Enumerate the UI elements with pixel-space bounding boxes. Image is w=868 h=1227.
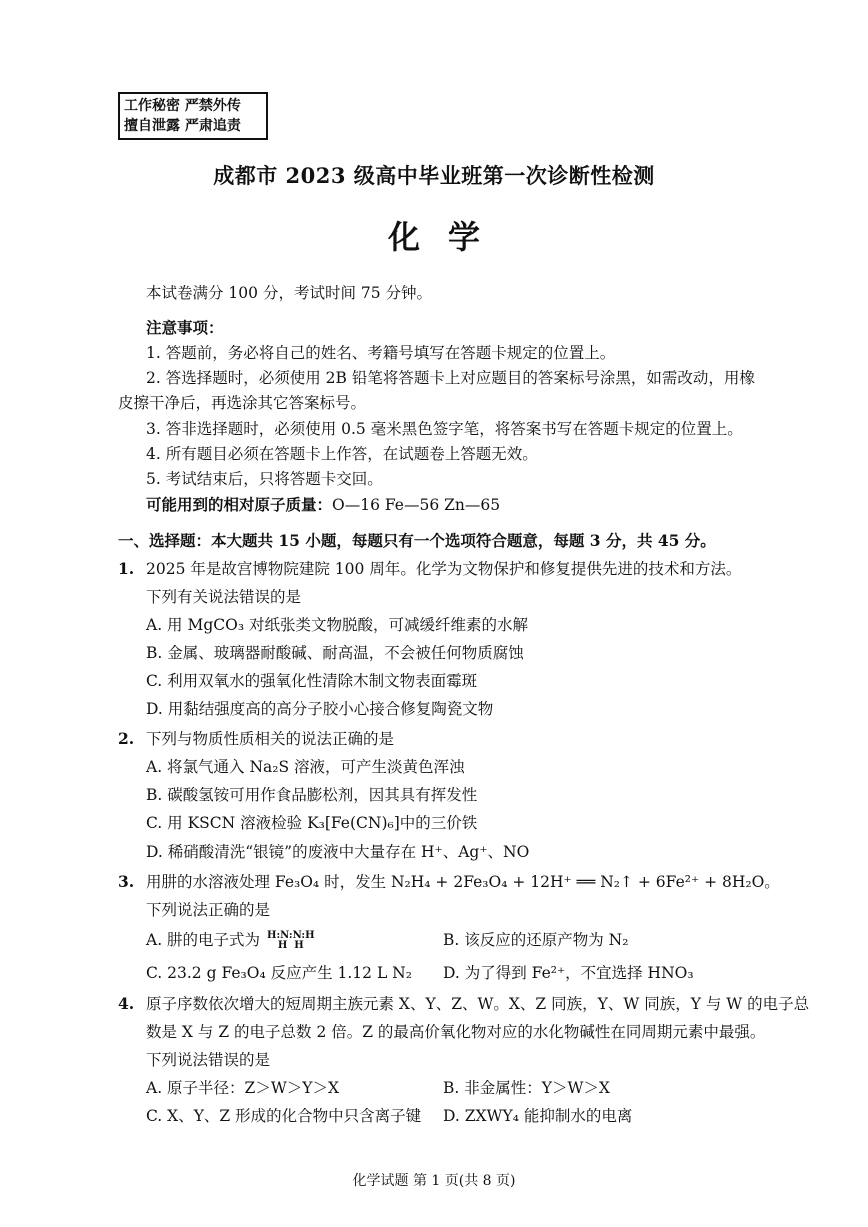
notice-item-3: 3. 答非选择题时，必须使用 0.5 毫米黑色签字笔，将答案书写在答题卡规定的位置上。 bbox=[146, 420, 743, 438]
q1-stem-1: 2025 年是故宫博物院建院 100 周年。化学为文物保护和修复提供先进的技术和方法。 bbox=[146, 560, 742, 578]
q4-stem-2: 数是 X 与 Z 的电子总数 2 倍。Z 的最高价氧化物对应的水化物碱性在同周期元素中最强。 bbox=[146, 1023, 766, 1041]
atomic-mass-values: O—16 Fe—56 Zn—65 bbox=[332, 496, 501, 514]
q2-option-a: A. 将氯气通入 Na₂S 溶液，可产生淡黄色浑浊 bbox=[146, 758, 465, 776]
q2-number: 2. bbox=[118, 729, 135, 748]
notice-item-2-cont: 皮擦干净后，再选涂其它答案标号。 bbox=[118, 394, 367, 412]
atomic-mass-label: 可能用到的相对原子质量： bbox=[146, 495, 333, 514]
atomic-mass-line bbox=[146, 495, 500, 515]
subject-title: 化学 bbox=[387, 218, 508, 256]
electron-formula-bottom: H H bbox=[277, 940, 304, 951]
q4-number: 4. bbox=[118, 994, 135, 1013]
q3-option-b: B. 该反应的还原产物为 N₂ bbox=[443, 931, 629, 949]
q1-option-d: D. 用黏结强度高的高分子胶小心接合修复陶瓷文物 bbox=[146, 700, 494, 718]
q4-stem-3: 下列说法错误的是 bbox=[146, 1051, 271, 1069]
q3-stem-1: 用肼的水溶液处理 Fe₃O₄ 时，发生 N₂H₄ + 2Fe₃O₄ + 12H⁺ ══ N₂↑ + 6Fe²⁺ + 8H₂O。 bbox=[146, 873, 780, 891]
q4-stem-1: 原子序数依次增大的短周期主族元素 X、Y、Z、W。X、Z 同族，Y、W 同族，Y 与 W 的电子总 bbox=[146, 995, 810, 1013]
q3-option-a-prefix: A. 肼的电子式为 bbox=[146, 931, 261, 949]
q1-option-a: A. 用 MgCO₃ 对纸张类文物脱酸，可减缓纤维素的水解 bbox=[146, 616, 528, 634]
section-1-heading: 一、选择题：本大题共 15 小题，每题只有一个选项符合题意，每题 3 分，共 45 分。 bbox=[118, 531, 716, 550]
q2-option-c: C. 用 KSCN 溶液检验 K₃[Fe(CN)₆]中的三价铁 bbox=[146, 814, 478, 832]
q2-option-d: D. 稀硝酸清洗“银镜”的废液中大量存在 H⁺、Ag⁺、NO bbox=[146, 843, 530, 861]
q4-option-d: D. ZXWY₄ 能抑制水的电离 bbox=[443, 1107, 633, 1125]
q4-option-a: A. 原子半径：Z＞W＞Y＞X bbox=[146, 1079, 340, 1097]
q3-number: 3. bbox=[118, 872, 135, 891]
notice-item-4: 4. 所有题目必须在答题卡上作答，在试题卷上答题无效。 bbox=[146, 445, 538, 463]
q3-option-c: C. 23.2 g Fe₃O₄ 反应产生 1.12 L N₂ bbox=[146, 964, 412, 982]
notice-item-1: 1. 答题前，务必将自己的姓名、考籍号填写在答题卡规定的位置上。 bbox=[146, 344, 616, 362]
notice-item-5: 5. 考试结束后，只将答题卡交回。 bbox=[146, 470, 383, 488]
q1-option-c: C. 利用双氧水的强氧化性清除木制文物表面霉斑 bbox=[146, 672, 478, 690]
q4-option-b: B. 非金属性：Y＞W＞X bbox=[443, 1079, 610, 1097]
q1-stem-2: 下列有关说法错误的是 bbox=[146, 588, 302, 606]
electron-formula-top: H:N:N:H bbox=[267, 930, 315, 941]
q4-option-c: C. X、Y、Z 形成的化合物中只含离子键 bbox=[146, 1107, 422, 1125]
q3-option-a bbox=[146, 930, 315, 951]
hydrazine-electron-formula bbox=[267, 931, 315, 951]
q2-stem: 下列与物质性质相关的说法正确的是 bbox=[146, 730, 395, 748]
q2-option-b: B. 碳酸氢铵可用作食品膨松剂，因其具有挥发性 bbox=[146, 786, 478, 804]
stamp-line-2: 擅自泄露 严肃追责 bbox=[124, 118, 241, 134]
page-footer: 化学试题 第 1 页(共 8 页) bbox=[352, 1173, 516, 1189]
q1-option-b: B. 金属、玻璃器耐酸碱、耐高温，不会被任何物质腐蚀 bbox=[146, 644, 524, 662]
confidential-stamp bbox=[118, 92, 268, 140]
q1-number: 1. bbox=[118, 559, 135, 578]
q3-option-d: D. 为了得到 Fe²⁺，不宜选择 HNO₃ bbox=[443, 964, 694, 982]
intro-text: 本试卷满分 100 分，考试时间 75 分钟。 bbox=[146, 284, 433, 302]
q3-stem-2: 下列说法正确的是 bbox=[146, 901, 271, 919]
exam-title: 成都市 2023 级高中毕业班第一次诊断性检测 bbox=[213, 163, 655, 188]
notice-item-2: 2. 答选择题时，必须使用 2B 铅笔将答题卡上对应题目的答案标号涂黑，如需改动，用橡 bbox=[146, 369, 755, 387]
stamp-line-1: 工作秘密 严禁外传 bbox=[124, 98, 241, 114]
notice-heading: 注意事项： bbox=[146, 318, 224, 337]
